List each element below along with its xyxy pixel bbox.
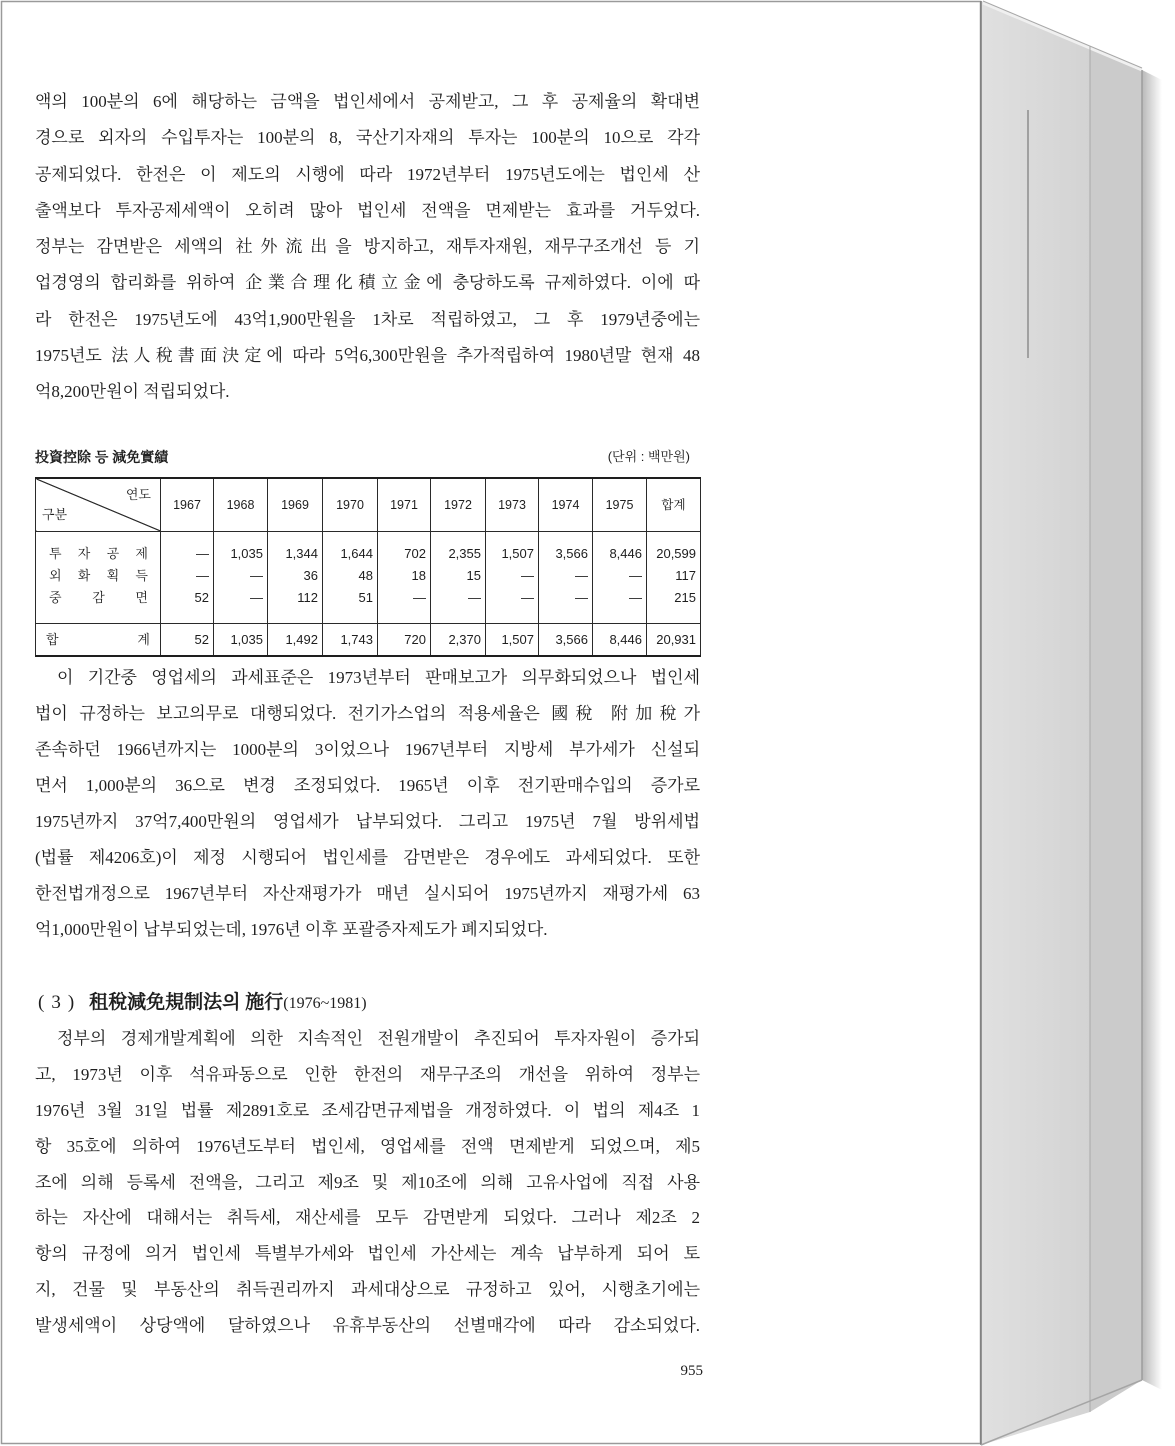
text-line: 억1,000만원이 납부되었는데, 1976년 이후 포괄증자제도가 폐지되었다. xyxy=(35,920,548,939)
table-row xyxy=(36,532,701,565)
table-cell: 3,566 xyxy=(539,532,593,565)
corner-label-year: 연도 xyxy=(125,487,151,502)
table-cell: 52 xyxy=(161,624,214,657)
text-line: 정부의 경제개발계획에 의한 지속적인 전원개발이 추진되어 투자자원이 증가되 xyxy=(57,1029,700,1048)
text-line: 1976년 3월 31일 법률 제2891호로 조세감면규제법을 개정하였다. 이 법의 제4조 1 xyxy=(35,1100,700,1120)
table-cell: 1,344 xyxy=(268,532,323,565)
text-line: 1975년까지 37억7,400만원의 영업세가 납부되었다. 그리고 1975년 7월 방위세법 xyxy=(35,812,700,831)
table-cell: 1,492 xyxy=(268,624,323,657)
table-cell: — xyxy=(593,564,647,587)
text-line: 액의 100분의 6에 해당하는 금액을 법인세에서 공제받고, 그 후 공제율의 확대변 xyxy=(35,92,700,111)
table-cell: — xyxy=(431,587,486,624)
table-cell: — xyxy=(214,564,268,587)
table-total-row xyxy=(36,624,701,657)
reduction-table xyxy=(35,477,701,657)
table-cell: 1,035 xyxy=(214,532,268,565)
text-line: 1975년도 法人稅書面決定에 따라 5억6,300만원을 추가적립하여 1980년말 현재 48 xyxy=(35,345,700,365)
text-line: 업경영의 합리화를 위하여 企業合理化積立金에 충당하도록 규제하였다. 이에 따 xyxy=(35,273,700,293)
table-header-row xyxy=(36,478,701,532)
page-number: 955 xyxy=(680,1363,703,1379)
table-cell: 702 xyxy=(378,532,431,565)
table-cell: 1,507 xyxy=(486,624,539,657)
text-line: 라 한전은 1975년도에 43억1,900만원을 1차로 적립하였고, 그 후 1979년중에는 xyxy=(35,309,700,329)
table-cell: 117 xyxy=(647,564,701,587)
table-cell: — xyxy=(539,587,593,624)
total-label: 합 계 xyxy=(36,624,161,657)
text-line: 공제되었다. 한전은 이 제도의 시행에 따라 1972년부터 1975년도에는 법인세 산 xyxy=(35,164,700,184)
table-cell: 3,566 xyxy=(539,624,593,657)
table-cell: — xyxy=(486,587,539,624)
text-line: 한전법개정으로 1967년부터 자산재평가가 매년 실시되어 1975년까지 재평가세 63 xyxy=(35,884,700,903)
text-line: 조에 의해 등록세 전액을, 그리고 제9조 및 제10조에 의해 고유사업에 직접 사용 xyxy=(35,1172,700,1192)
page-shadow xyxy=(1142,70,1162,1390)
paragraph-1 xyxy=(35,84,700,410)
table-cell: — xyxy=(161,532,214,565)
text-line: 출액보다 투자공제세액이 오히려 많아 법인세 전액을 면제받는 효과를 거두었다. xyxy=(35,200,700,220)
table-cell: 1,035 xyxy=(214,624,268,657)
section-title: 租稅減免規制法의 施行 xyxy=(89,992,284,1013)
table-cell: — xyxy=(161,564,214,587)
table-row xyxy=(36,564,701,587)
text-line: 이 기간중 영업세의 과세표준은 1973년부터 판매보고가 의무화되었으나 법인세 xyxy=(57,668,700,687)
table-cell: 15 xyxy=(431,564,486,587)
row-label: 투 자 공 제 xyxy=(36,532,161,565)
table-cell: 51 xyxy=(323,587,378,624)
column-header: 합계 xyxy=(647,478,701,532)
table-cell: 1,743 xyxy=(323,624,378,657)
table-cell: — xyxy=(593,587,647,624)
text-line: 정부는 감면받은 세액의 社外流出을 방지하고, 재투자재원, 재무구조개선 등 기 xyxy=(35,237,700,256)
section-heading xyxy=(38,988,367,1018)
table-cell: 52 xyxy=(161,587,214,624)
paragraph-3 xyxy=(35,1021,700,1344)
table-cell: 20,931 xyxy=(647,624,701,657)
text-line: 고, 1973년 이후 석유파동으로 인한 한전의 재무구조의 개선을 위하여 정부는 xyxy=(35,1064,700,1084)
table-cell: 2,370 xyxy=(431,624,486,657)
corner-cell xyxy=(36,478,161,532)
column-header: 1970 xyxy=(323,478,378,532)
column-header: 1969 xyxy=(268,478,323,532)
table-cell: 8,446 xyxy=(593,532,647,565)
column-header: 1974 xyxy=(539,478,593,532)
table-cell: — xyxy=(486,564,539,587)
column-header: 1972 xyxy=(431,478,486,532)
text-line: 항의 규정에 의거 법인세 특별부가세와 법인세 가산세는 계속 납부하게 되어 토 xyxy=(35,1244,700,1264)
table-cell: 720 xyxy=(378,624,431,657)
table-cell: — xyxy=(378,587,431,624)
corner-label-category: 구분 xyxy=(42,507,68,522)
column-header: 1975 xyxy=(593,478,647,532)
column-header: 1968 xyxy=(214,478,268,532)
table-cell: 36 xyxy=(268,564,323,587)
table-cell: 1,644 xyxy=(323,532,378,565)
table-title: 投資控除 등 減免實績 xyxy=(35,449,169,465)
section-number: (3) xyxy=(38,992,82,1013)
paragraph-2 xyxy=(35,660,700,948)
table-cell: 2,355 xyxy=(431,532,486,565)
table-unit: (단위 : 백만원) xyxy=(607,449,690,464)
page-stack-side xyxy=(1090,46,1142,1412)
table-cell: 20,599 xyxy=(647,532,701,565)
row-label: 외 화 획 득 xyxy=(36,564,161,587)
table-row xyxy=(36,587,701,624)
row-label: 중 감 면 xyxy=(36,587,161,624)
page-stack-front xyxy=(981,1,1090,1445)
text-line: 존속하던 1966년까지는 1000분의 3이었으나 1967년부터 지방세 부가세가 신설되 xyxy=(35,740,700,759)
section-period: (1976~1981) xyxy=(283,995,367,1012)
text-line: 발생세액이 상당액에 달하였으나 유휴부동산의 선별매각에 따라 감소되었다. xyxy=(35,1316,700,1336)
text-line: 면서 1,000분의 36으로 변경 조정되었다. 1965년 이후 전기판매수입의 증가로 xyxy=(35,776,700,795)
text-line: (법률 제4206호)이 제정 시행되어 법인세를 감면받은 경우에도 과세되었다. 또한 xyxy=(35,848,700,867)
text-line: 하는 자산에 대해서는 취득세, 재산세를 모두 감면받게 되었다. 그러나 제2조 2 xyxy=(35,1208,700,1228)
column-header: 1971 xyxy=(378,478,431,532)
text-line: 항 35호에 의하여 1976년도부터 법인세, 영업세를 전액 면제받게 되었으며, 제5 xyxy=(35,1136,700,1156)
text-line: 지, 건물 및 부동산의 취득권리까지 과세대상으로 규정하고 있어, 시행초기에는 xyxy=(35,1280,700,1300)
column-header: 1973 xyxy=(486,478,539,532)
table-cell: 18 xyxy=(378,564,431,587)
text-line: 경으로 외자의 수입투자는 100분의 8, 국산기자재의 투자는 100분의 10으로 각각 xyxy=(35,128,700,148)
column-header: 1967 xyxy=(161,478,214,532)
table-caption xyxy=(35,446,690,468)
table-cell: 48 xyxy=(323,564,378,587)
text-line: 억8,200만원이 적립되었다. xyxy=(35,382,230,401)
table-cell: 215 xyxy=(647,587,701,624)
text-line: 법이 규정하는 보고의무로 대행되었다. 전기가스업의 적용세율은 國稅 附加稅가 xyxy=(35,704,700,723)
table-cell: 8,446 xyxy=(593,624,647,657)
table-cell: 112 xyxy=(268,587,323,624)
table-cell: — xyxy=(214,587,268,624)
table-cell: 1,507 xyxy=(486,532,539,565)
table-cell: — xyxy=(539,564,593,587)
